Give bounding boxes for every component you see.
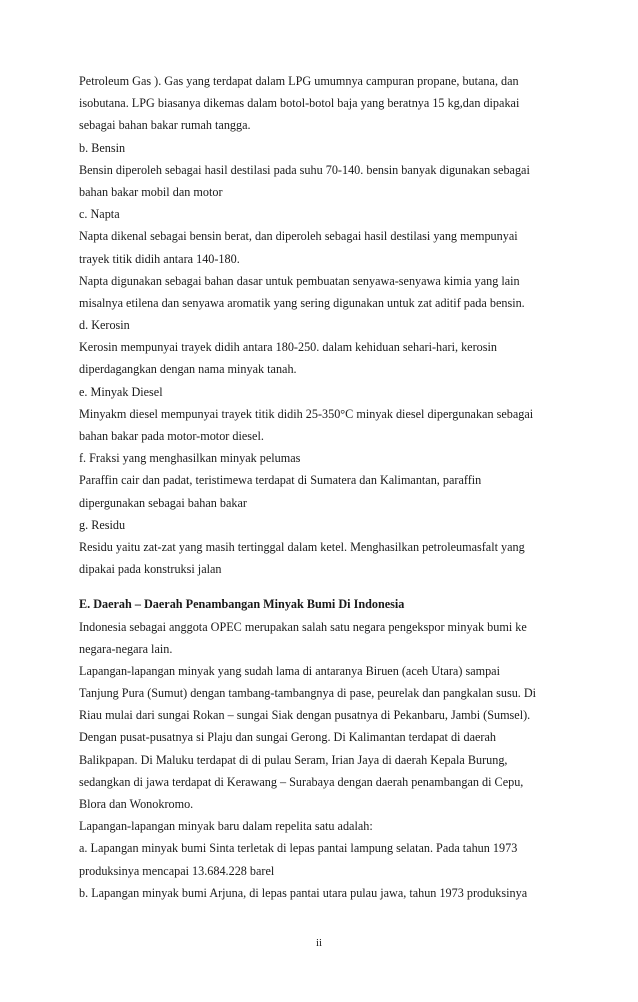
text-line: dipakai pada konstruksi jalan: [79, 562, 222, 577]
text-line: misalnya etilena dan senyawa aromatik yang sering digunakan untuk zat aditif pada bensin.: [79, 295, 525, 310]
section-gap: [79, 580, 563, 593]
text-line: Bensin diperoleh sebagai hasil destilasi pada suhu 70-140. bensin banyak digunakan sebagai: [79, 162, 530, 177]
subheading-minyak-diesel: e. Minyak Diesel: [79, 384, 163, 399]
text-line: Tanjung Pura (Sumut) dengan tambang-tambangnya di pase, peurelak dan pangkalan susu. Di: [79, 686, 537, 701]
text-line: dipergunakan sebagai bahan bakar: [79, 495, 247, 510]
text-line: Lapangan-lapangan minyak yang sudah lama di antaranya Biruen (aceh Utara) sampai: [79, 663, 500, 678]
text-line: Lapangan-lapangan minyak baru dalam repelita satu adalah:: [79, 819, 373, 834]
subheading-bensin: b. Bensin: [79, 140, 126, 155]
text-line: bahan bakar pada motor-motor diesel.: [79, 429, 264, 443]
text-line: Balikpapan. Di Maluku terdapat di di pulau Seram, Irian Jaya di daerah Kepala Burung,: [79, 752, 508, 767]
text-line: Dengan pusat-pusatnya si Plaju dan sungai Gerong. Di Kalimantan terdapat di daerah: [79, 730, 496, 745]
text-line: Napta dikenal sebagai bensin berat, dan diperoleh sebagai hasil destilasi yang mempunyai: [79, 229, 518, 244]
text-line: produksinya mencapai 13.684.228 barel: [79, 863, 275, 878]
list-item-arjuna: b. Lapangan minyak bumi Arjuna, di lepas pantai utara pulau jawa, tahun 1973 produksinya: [79, 885, 528, 900]
text-line: Riau mulai dari sungai Rokan – sungai Siak dengan pusatnya di Pekanbaru, Jambi (Sumsel).: [79, 708, 531, 723]
text-line: Napta digunakan sebagai bahan dasar untuk pembuatan senyawa-senyawa kimia yang lain: [79, 273, 520, 288]
section-heading: E. Daerah – Daerah Penambangan Minyak Bumi Di Indonesia: [79, 597, 405, 612]
subheading-residu: g. Residu: [79, 517, 126, 532]
text-line: Minyakm diesel mempunyai trayek titik didih 25-350°C minyak diesel dipergunakan sebagai: [79, 406, 534, 421]
subheading-napta: c. Napta: [79, 207, 120, 222]
text-line: bahan bakar mobil dan motor: [79, 184, 223, 199]
page-number: ii: [315, 937, 323, 949]
body-text: [79, 70, 563, 904]
list-item-sinta: a. Lapangan minyak bumi Sinta terletak di lepas pantai lampung selatan. Pada tahun 1973: [79, 841, 518, 856]
text-line: isobutana. LPG biasanya dikemas dalam botol-botol baja yang beratnya 15 kg,dan dipakai: [79, 96, 520, 111]
subheading-fraksi-pelumas: f. Fraksi yang menghasilkan minyak pelumas: [79, 451, 301, 466]
text-line: sedangkan di jawa terdapat di Kerawang – Surabaya dengan daerah penambangan di Cepu,: [79, 774, 524, 789]
subheading-kerosin: d. Kerosin: [79, 318, 130, 333]
text-line: Residu yaitu zat-zat yang masih tertinggal dalam ketel. Menghasilkan petroleumasfalt yang: [79, 539, 525, 554]
text-line: Paraffin cair dan padat, teristimewa terdapat di Sumatera dan Kalimantan, paraffin: [79, 473, 482, 488]
text-line: Blora dan Wonokromo.: [79, 797, 194, 811]
text-line: Indonesia sebagai anggota OPEC merupakan salah satu negara pengekspor minyak bumi ke: [79, 619, 527, 634]
text-line: sebagai bahan bakar rumah tangga.: [79, 118, 251, 133]
text-line: negara-negara lain.: [79, 641, 173, 656]
text-line: Petroleum Gas ). Gas yang terdapat dalam LPG umumnya campuran propane, butana, dan: [79, 74, 519, 88]
text-line: trayek titik didih antara 140-180.: [79, 251, 240, 266]
text-line: diperdagangkan dengan nama minyak tanah.: [79, 362, 297, 377]
text-line: Kerosin mempunyai trayek didih antara 180-250. dalam kehiduan sehari-hari, kerosin: [79, 340, 497, 355]
